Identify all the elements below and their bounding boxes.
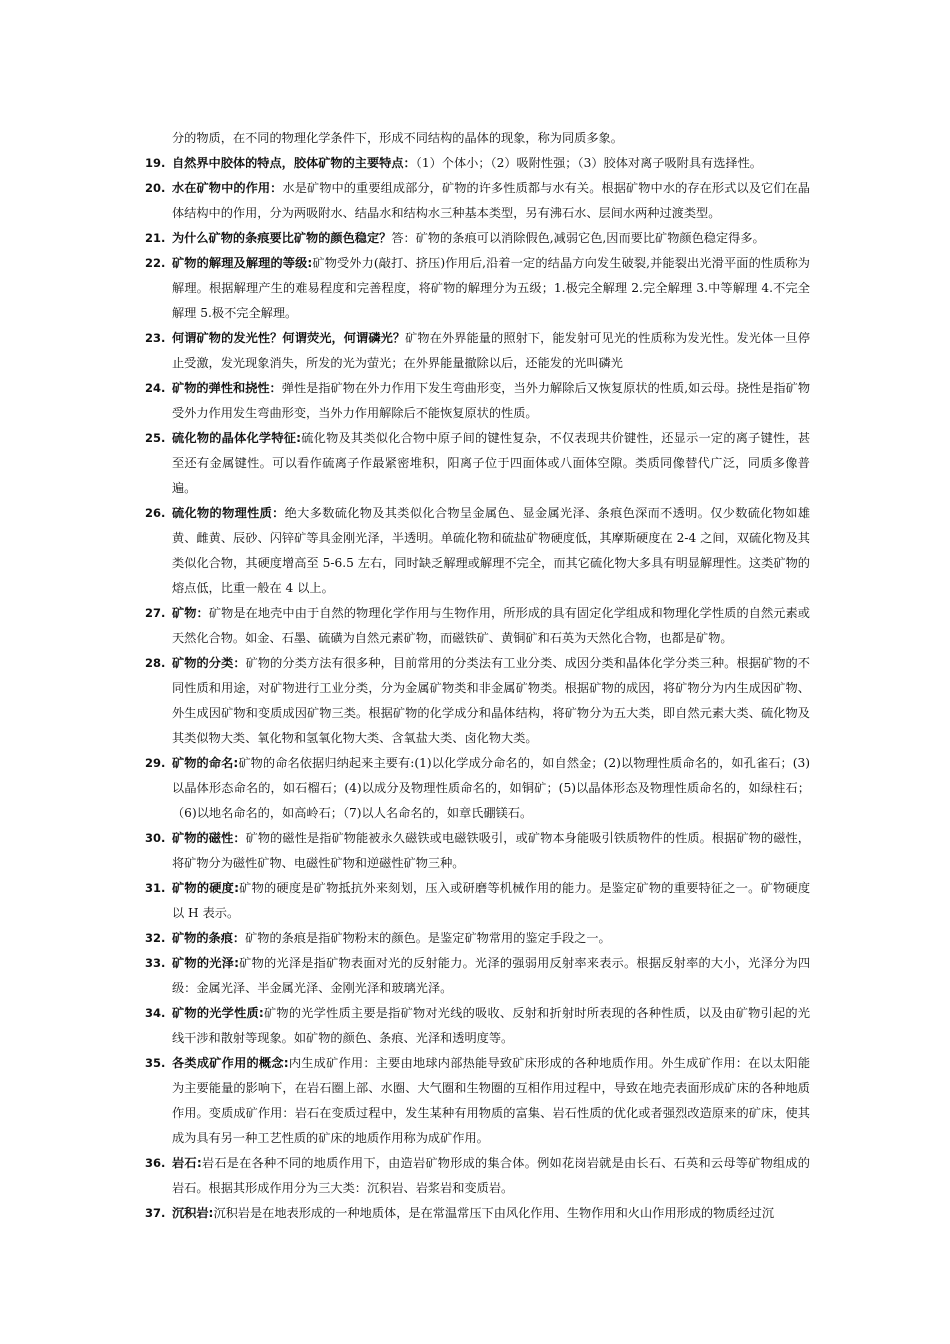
- definition-item: [145, 1051, 810, 1151]
- item-body: 矿物的磁性是指矿物能被永久磁铁或电磁铁吸引，或矿物本身能吸引铁质物件的性质。根据矿物的磁性，将矿物分为磁性矿物、电磁性矿物和逆磁性矿物三种。: [172, 831, 810, 870]
- item-term: 水在矿物中的作用：: [172, 181, 283, 195]
- item-body: 弹性是指矿物在外力作用下发生弯曲形变，当外力解除后又恢复原状的性质,如云母。挠性是指矿物受外力作用发生弯曲形变，当外力作用解除后不能恢复原状的性质。: [172, 381, 811, 420]
- item-term: 矿物的光泽:: [172, 956, 239, 970]
- item-body: 岩石是在各种不同的地质作用下，由造岩矿物形成的集合体。例如花岗岩就是由长石、石英和云母等矿物组成的岩石。根据其形成作用分为三大类：沉积岩、岩浆岩和变质岩。: [172, 1156, 810, 1195]
- item-body: 矿物在外界能量的照射下，能发射可见光的性质称为发光性。发光体一旦停止受激，发光现象消失，所发的光为萤光；在外界能量撤除以后，还能发的光叫磷光: [172, 331, 811, 370]
- item-body: 内生成矿作用：主要由地球内部热能导致矿床形成的各种地质作用。外生成矿作用：在以太阳能为主要能量的影响下，在岩石圈上部、水圈、大气圈和生物圈的互相作用过程中，导致在地壳表面形成矿床的各种地质作用。变质成矿作用：岩石在变质过程中，发生某种有用物质的富集、岩石性质的优化或者强烈改造原来的矿床，使其成为具有另一种工艺性质的矿床的地质作用称为成矿作用。: [172, 1056, 811, 1145]
- item-term: 沉积岩:: [172, 1206, 214, 1220]
- item-number: 20.: [145, 181, 166, 195]
- item-number: 27.: [145, 606, 166, 620]
- item-body: 硫化物及其类似化合物中原子间的键性复杂，不仅表现共价键性，还显示一定的离子键性，甚至还有金属键性。可以看作硫离子作最紧密堆积，阳离子位于四面体或八面体空隙。类质同像替代广泛，同质多像普遍。: [172, 431, 811, 495]
- item-term: 何谓矿物的发光性？何谓荧光，何谓磷光？: [172, 331, 406, 345]
- item-number: 28.: [145, 656, 166, 670]
- item-number: 22.: [145, 256, 166, 270]
- item-number: 30.: [145, 831, 166, 845]
- item-body: 绝大多数硫化物及其类似化合物呈金属色、显金属光泽、条痕色深而不透明。仅少数硫化物如雄黄、雌黄、辰砂、闪锌矿等具金刚光泽，半透明。单硫化物和硫盐矿物硬度低，其摩斯硬度在 2-4 之间，双硫化物及其类似化合物，其硬度增高至 5-6.5 左右，同时缺乏解理或解理不完全，而其它硫化物大多具有明显解理性。这类矿物的熔点低，比重一般在 4 以上。: [172, 506, 811, 595]
- definition-item: [145, 226, 810, 251]
- item-number: 33.: [145, 956, 166, 970]
- item-number: 31.: [145, 881, 166, 895]
- item-number: 37.: [145, 1206, 166, 1220]
- item-term: 自然界中胶体的特点，胶体矿物的主要特点：: [172, 156, 416, 170]
- document-content: [145, 126, 810, 1226]
- item-number: 23.: [145, 331, 166, 345]
- definition-item: [145, 751, 810, 826]
- item-term: 矿物的硬度:: [172, 881, 239, 895]
- item-number: 21.: [145, 231, 166, 245]
- item-number: 36.: [145, 1156, 166, 1170]
- item-number: 35.: [145, 1056, 166, 1070]
- item-body: 矿物的分类方法有很多种，目前常用的分类法有工业分类、成因分类和晶体化学分类三种。根据矿物的不同性质和用途，对矿物进行工业分类，分为金属矿物类和非金属矿物类。根据矿物的成因，将矿物分为内生成因矿物、外生成因矿物和变质成因矿物三类。根据矿物的化学成分和晶体结构，将矿物分为五大类，即自然元素大类、硫化物及其类似物大类、氧化物和氢氧化物大类、含氧盐大类、卤化物大类。: [172, 656, 810, 745]
- item-term: 矿物的分类：: [172, 656, 246, 670]
- item-term: 矿物的磁性：: [172, 831, 246, 845]
- item-term: 矿物：: [172, 606, 209, 620]
- item-term: 硫化物的晶体化学特征:: [172, 431, 302, 445]
- item-term: 各类成矿作用的概念:: [172, 1056, 289, 1070]
- definition-item: [145, 326, 810, 376]
- item-number: 25.: [145, 431, 166, 445]
- definition-item: [145, 876, 810, 926]
- definition-item: [145, 426, 810, 501]
- item-body: 矿物的光泽是指矿物表面对光的反射能力。光泽的强弱用反射率来表示。根据反射率的大小，光泽分为四级：金属光泽、半金属光泽、金刚光泽和玻璃光泽。: [172, 956, 811, 995]
- item-body: 矿物受外力(敲打、挤压)作用后,沿着一定的结晶方向发生破裂,并能裂出光滑平面的性质称为解理。根据解理产生的难易程度和完善程度，将矿物的解理分为五级；1.极完全解理 2.完全解理 3.中等解理 4.不完全解理 5.极不完全解理。: [172, 256, 810, 320]
- item-term: 矿物的命名:: [172, 756, 239, 770]
- definition-item: [145, 926, 810, 951]
- definition-item: [145, 376, 810, 426]
- definition-item: [145, 176, 810, 226]
- continued-paragraph: 分的物质，在不同的物理化学条件下，形成不同结构的晶体的现象，称为同质多象。: [172, 131, 623, 145]
- definition-list: [145, 151, 810, 1226]
- item-body: （1）个体小；（2）吸附性强；（3）胶体对离子吸附具有选择性。: [415, 156, 762, 170]
- item-number: 32.: [145, 931, 166, 945]
- definition-item: [145, 1151, 810, 1201]
- definition-item: [145, 651, 810, 751]
- item-body: 答：矿物的条痕可以消除假色,减弱它色,因而要比矿物颜色稳定得多。: [391, 231, 765, 245]
- item-body: 矿物是在地壳中由于自然的物理化学作用与生物作用，所形成的具有固定化学组成和物理化学性质的自然元素或天然化合物。如金、石墨、硫磺为自然元素矿物，而磁铁矿、黄铜矿和石英为天然化合物，也都是矿物。: [172, 606, 810, 645]
- item-term: 矿物的弹性和挠性：: [172, 381, 282, 395]
- definition-item: [145, 1001, 810, 1051]
- definition-item: [145, 251, 810, 326]
- definition-item: [145, 951, 810, 1001]
- item-term: 矿物的光学性质:: [172, 1006, 264, 1020]
- item-number: 26.: [145, 506, 166, 520]
- definition-item: [145, 826, 810, 876]
- item-number: 29.: [145, 756, 166, 770]
- definition-item: [145, 151, 810, 176]
- item-term: 矿物的解理及解理的等级:: [172, 256, 313, 270]
- definition-item: [145, 501, 810, 601]
- item-body: 矿物的硬度是矿物抵抗外来刻划，压入或研磨等机械作用的能力。是鉴定矿物的重要特征之一。矿物硬度以 H 表示。: [172, 881, 811, 920]
- item-number: 24.: [145, 381, 166, 395]
- item-number: 19.: [145, 156, 166, 170]
- item-number: 34.: [145, 1006, 166, 1020]
- definition-item: [145, 601, 810, 651]
- item-body: 矿物的光学性质主要是指矿物对光线的吸收、反射和折射时所表现的各种性质，以及由矿物引起的光线干涉和散射等现象。如矿物的颜色、条痕、光泽和透明度等。: [172, 1006, 811, 1045]
- definition-item: [145, 1201, 810, 1226]
- item-term: 硫化物的物理性质：: [172, 506, 285, 520]
- item-term: 为什么矿物的条痕要比矿物的颜色稳定？: [172, 231, 392, 245]
- item-body: 沉积岩是在地表形成的一种地质体，是在常温常压下由风化作用、生物作用和火山作用形成的物质经过沉: [213, 1206, 775, 1220]
- item-body: 矿物的命名依据归纳起来主要有:(1)以化学成分命名的，如自然金；(2)以物理性质命名的，如孔雀石；(3)以晶体形态命名的，如石榴石；(4)以成分及物理性质命名的，如铜矿；(5)以晶体形态及物理性质命名的，如绿柱石；（6)以地名命名的，如高岭石；（7)以人名命名的，如章氏硼镁石。: [172, 756, 810, 820]
- item-body: 水是矿物中的重要组成部分，矿物的许多性质都与水有关。根据矿物中水的存在形式以及它们在晶体结构中的作用，分为两吸附水、结晶水和结构水三种基本类型，另有沸石水、层间水两种过渡类型。: [172, 181, 810, 220]
- item-body: 矿物的条痕是指矿物粉末的颜色。是鉴定矿物常用的鉴定手段之一。: [245, 931, 611, 945]
- item-term: 矿物的条痕：: [172, 931, 246, 945]
- item-term: 岩石:: [172, 1156, 202, 1170]
